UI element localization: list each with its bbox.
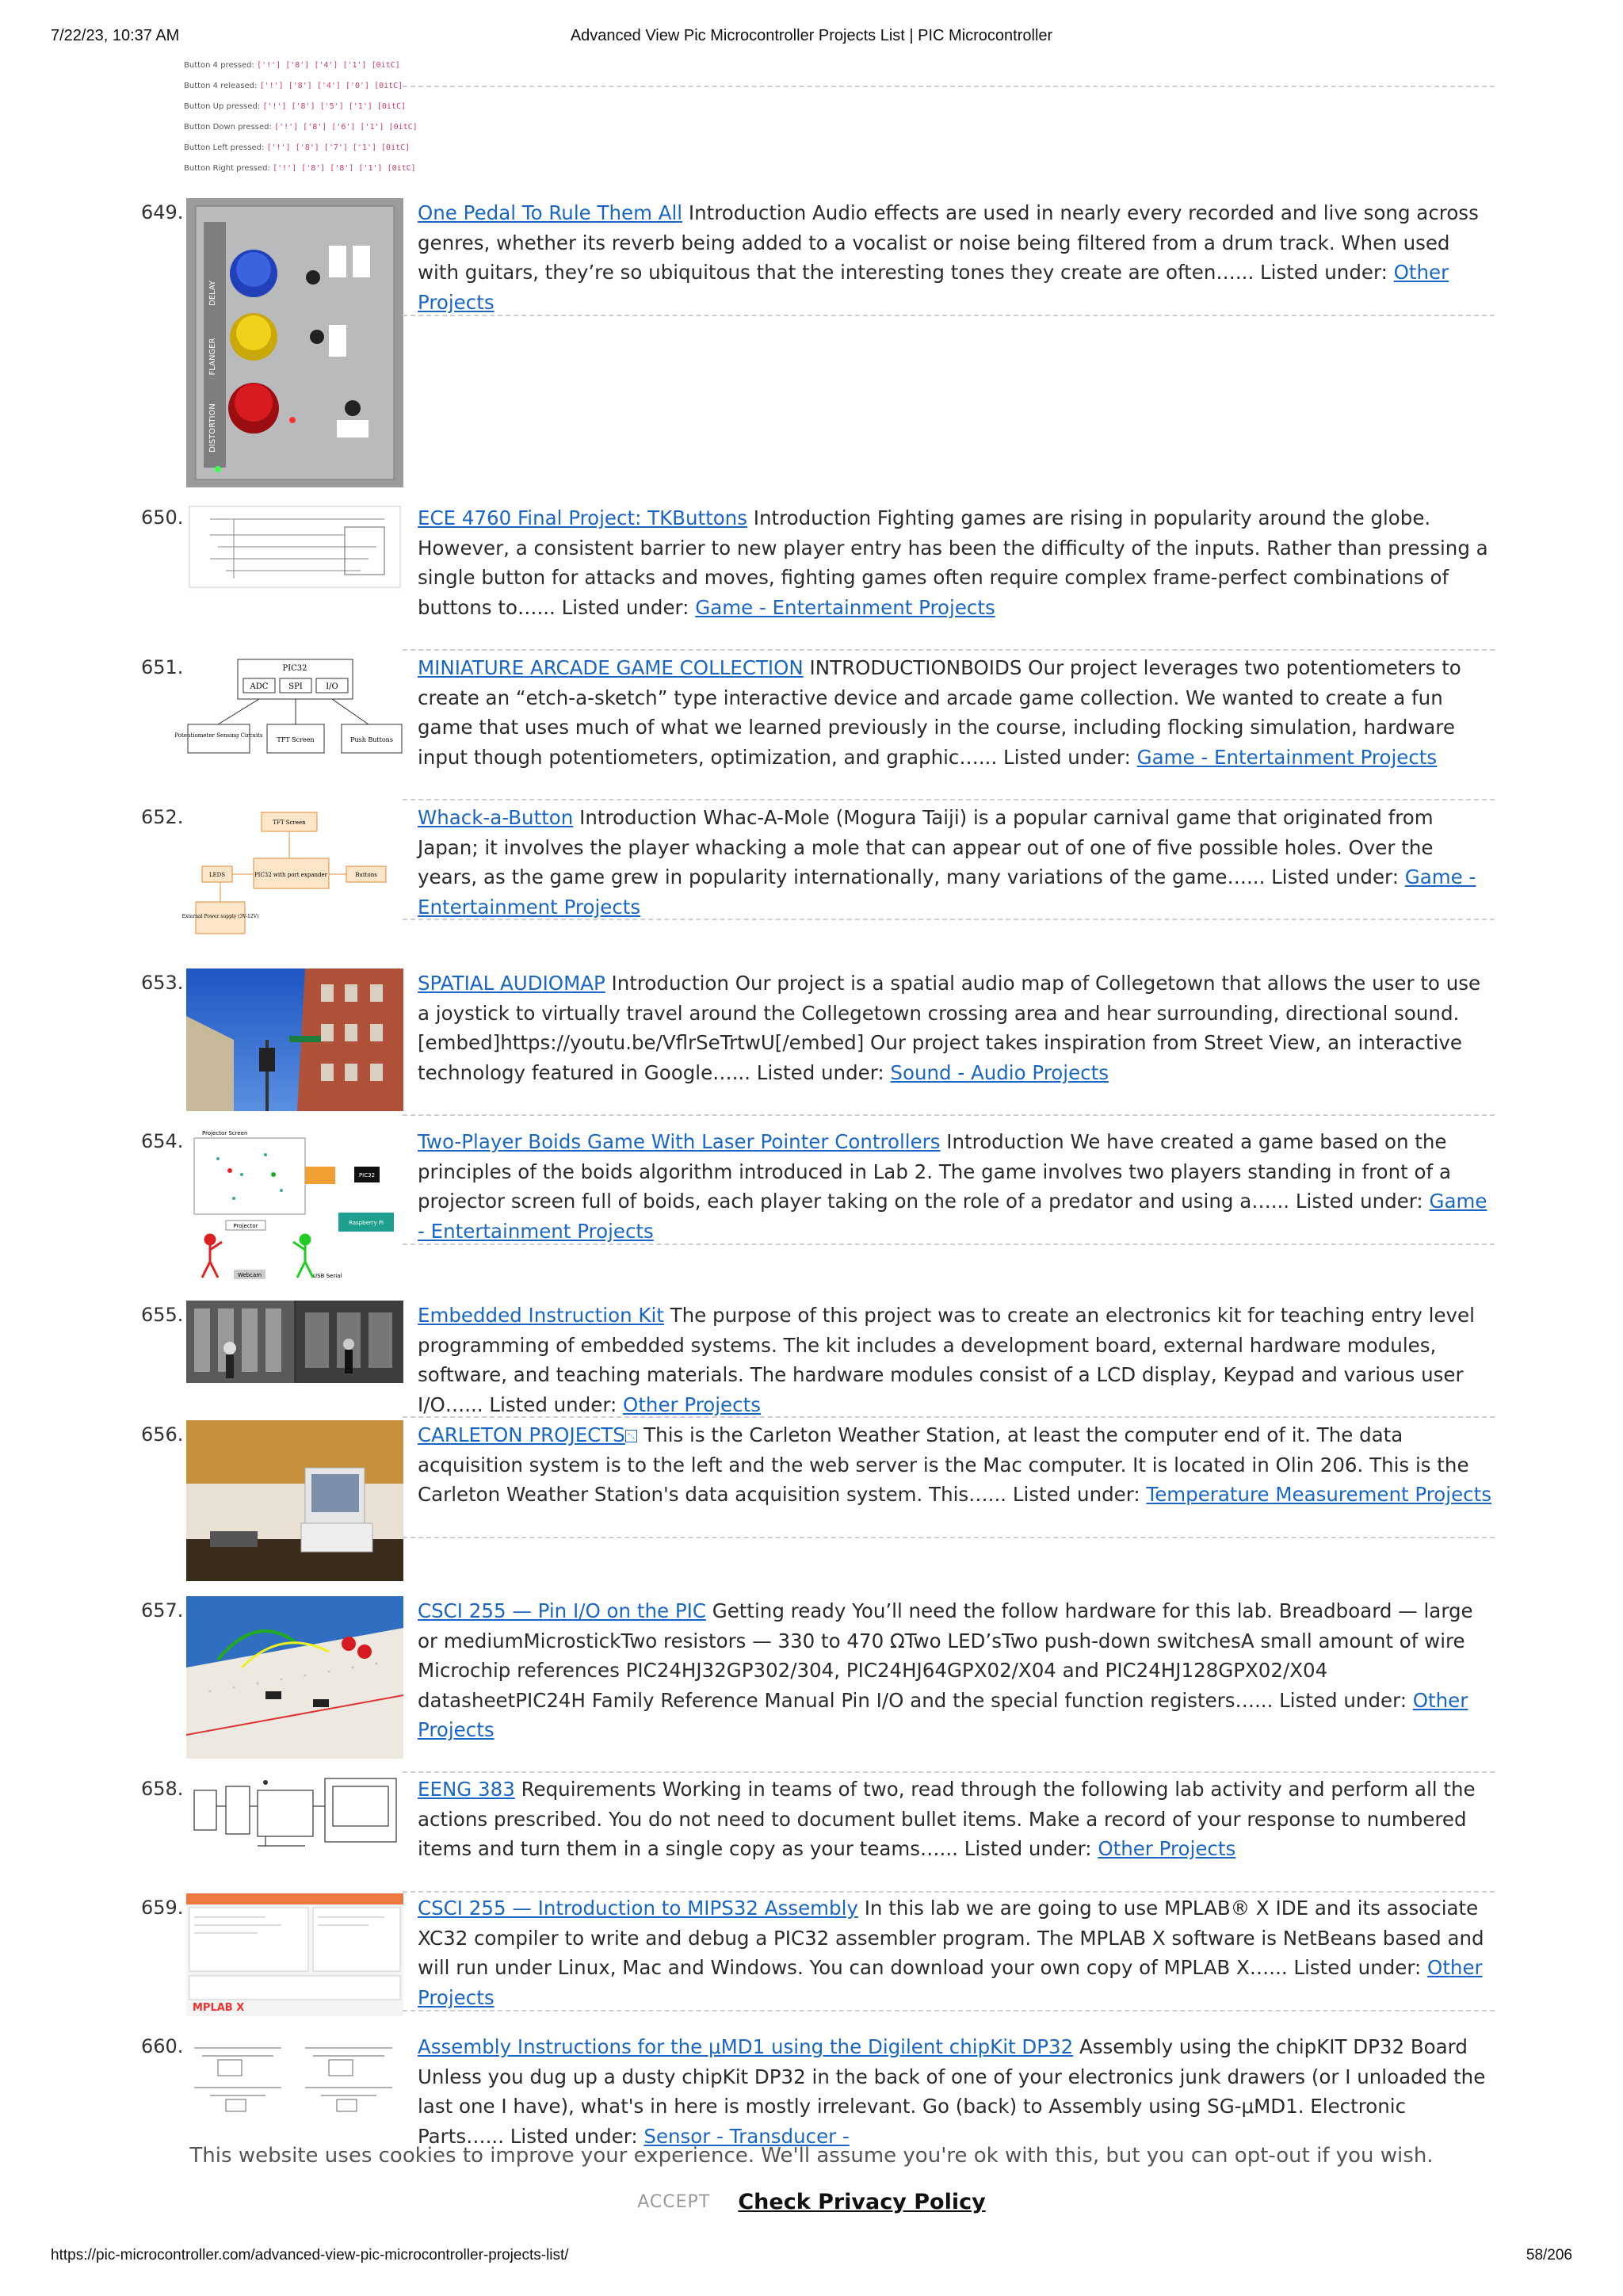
project-title-link[interactable]: EENG 383	[418, 1778, 515, 1801]
previous-entry-code-image	[184, 55, 418, 182]
item-number: 651.	[141, 656, 184, 678]
item-number: 659.	[141, 1897, 184, 1919]
code-line: Button 4 released: ['!'] ['8'] ['4'] ['0'] [0itC]	[184, 82, 403, 90]
project-title-link[interactable]: MINIATURE ARCADE GAME COLLECTION	[418, 656, 804, 679]
svg-text:USB Serial: USB Serial	[313, 1273, 342, 1279]
project-description: SPATIAL AUDIOMAP Introduction Our project is a spatial audio map of Collegetown that allows the user to use a joystick to virtually travel around the Collegetown crossing area and hear surrounding, directional sound. [embed]https://youtu.be/VflrSeTrtwU[/embed] Our project takes inspiration from Street View, an interactive technology featured in Google…... Listed under: Sound - Audio Projects	[418, 972, 1481, 1084]
category-link[interactable]: Other Projects	[418, 261, 1449, 314]
svg-text:PIC32 with port expander: PIC32 with port expander	[254, 872, 328, 878]
project-description: One Pedal To Rule Them All Introduction Audio effects are used in nearly every recorded and live song across genres, whether its reverb being added to a vocalist or noise being filtered from a drum track. When used with guitars, they’re so ubiquitous that the interesting tones they create are often…... Listed under: Other Projects	[418, 201, 1479, 314]
svg-text:TFT Screen: TFT Screen	[277, 736, 315, 743]
print-header	[51, 27, 1572, 49]
project-thumbnail[interactable]	[186, 1775, 403, 1854]
divider	[403, 1114, 1495, 1116]
svg-text:ADC: ADC	[250, 682, 269, 691]
item-number: 653.	[141, 972, 184, 994]
item-number: 649.	[141, 201, 184, 223]
item-number: 652.	[141, 806, 184, 828]
svg-text:I/O: I/O	[326, 682, 338, 691]
print-footer	[51, 2247, 1572, 2269]
svg-text:PIC32: PIC32	[358, 1172, 376, 1179]
category-link[interactable]: Other Projects	[623, 1392, 761, 1416]
divider	[403, 649, 1495, 651]
project-thumbnail[interactable]	[186, 1893, 403, 2016]
code-line: Button Left pressed: ['!'] ['8'] ['7'] ['1'] [0itC]	[184, 143, 411, 152]
item-number: 654.	[141, 1130, 184, 1152]
project-title-link[interactable]: Embedded Instruction Kit	[418, 1304, 664, 1327]
item-number: 655.	[141, 1304, 184, 1326]
svg-text:Raspberry Pi: Raspberry Pi	[349, 1220, 384, 1226]
code-line: Button Down pressed: ['!'] ['8'] ['6'] ['1'] [0itC]	[184, 123, 418, 132]
project-title-link[interactable]: CSCI 255 — Introduction to MIPS32 Assembly	[418, 1897, 858, 1920]
divider	[403, 1537, 1495, 1538]
privacy-policy-link[interactable]: Check Privacy Policy	[738, 2190, 986, 2214]
svg-text:TFT Screen: TFT Screen	[273, 819, 306, 826]
print-page-title: Advanced View Pic Microcontroller Projects List | PIC Microcontroller	[570, 27, 1053, 44]
svg-text:Webcam: Webcam	[237, 1272, 262, 1278]
code-line: Button Up pressed: ['!'] ['8'] ['5'] ['1'] [0itC]	[184, 102, 407, 111]
category-link[interactable]: Other Projects	[418, 1956, 1483, 2009]
accept-cookies-button[interactable]: ACCEPT	[637, 2192, 711, 2212]
category-link[interactable]: Other Projects	[1098, 1837, 1236, 1861]
project-title-link[interactable]: Two-Player Boids Game With Laser Pointer Controllers	[418, 1130, 941, 1153]
item-number: 657.	[141, 1599, 184, 1622]
project-title-link[interactable]: SPATIAL AUDIOMAP	[418, 972, 605, 995]
print-timestamp: 7/22/23, 10:37 AM	[51, 27, 180, 44]
cookie-message: This website uses cookies to improve your experience. We'll assume you're ok with this, but you can opt-out if you wish.	[189, 2144, 1434, 2168]
category-link[interactable]: Sound - Audio Projects	[890, 1060, 1109, 1084]
project-thumbnail[interactable]	[181, 803, 403, 942]
svg-text:FLANGER: FLANGER	[208, 338, 217, 376]
project-description: EENG 383 Requirements Working in teams of two, read through the following lab activity and perform all the actions prescribed. You do not need to document bullet items. Make a record of your response to numbered items and turn them in a single copy as your teams…... Listed under: Other Projects	[418, 1778, 1476, 1861]
project-description: MINIATURE ARCADE GAME COLLECTION INTRODUCTIONBOIDS Our project leverages two potentiometers to create an “etch-a-sketch” type interactive device and arcade game collection. We wanted to create a fun game that uses much of what we learned previously in the course, including flocking simulation, hardware input though potentiometers, optimization, and graphic…... Listed under: Game - Entertainment Projects	[418, 656, 1461, 769]
svg-text:Push Buttons: Push Buttons	[350, 736, 393, 743]
project-thumbnail[interactable]	[186, 198, 403, 487]
divider	[403, 1244, 1495, 1245]
project-description: ECE 4760 Final Project: TKButtons Introduction Fighting games are rising in popularity around the globe. However, a consistent barrier to new player entry has been the difficulty of the inputs. Rather than pressing a single button for attacks and moves, fighting games often require complex frame-perfect combinations of buttons to…... Listed under: Game - Entertainment Projects	[418, 506, 1488, 619]
divider	[403, 86, 1495, 87]
project-title-link[interactable]: CSCI 255 — Pin I/O on the PIC	[418, 1599, 706, 1622]
category-link[interactable]: Temperature Measurement Projects	[1146, 1483, 1491, 1507]
svg-text:DELAY: DELAY	[208, 281, 217, 306]
category-link[interactable]: Sensor - Transducer -	[643, 2124, 850, 2148]
divider	[403, 1891, 1495, 1893]
project-thumbnail[interactable]	[186, 1301, 403, 1383]
item-number: 660.	[141, 2035, 184, 2057]
category-link[interactable]: Other Projects	[418, 1688, 1468, 1742]
project-thumbnail[interactable]	[186, 1420, 403, 1581]
project-title-link[interactable]: Assembly Instructions for the μMD1 using the Digilent chipKit DP32	[418, 2035, 1074, 2058]
project-title-link[interactable]: Whack-a-Button	[418, 806, 574, 829]
project-thumbnail[interactable]	[186, 968, 403, 1111]
category-link[interactable]: Game - Entertainment Projects	[1136, 745, 1438, 769]
project-description: CSCI 255 — Pin I/O on the PIC Getting ready You’ll need the follow hardware for this lab. Breadboard — large or mediumMicrostickTwo resistors — 330 to 470 ΩTwo LED’sTwo push-down switchesA small amount of wire Microchip references PIC24HJ32GP302/304, PIC24HJ64GPX02/X04 and PIC24HJ128GPX02/X04 datasheetPIC24H Family Reference Manual Pin I/O and the special function registers…... Listed under: Other Projects	[418, 1599, 1473, 1742]
divider	[403, 799, 1495, 800]
project-thumbnail[interactable]	[186, 2032, 403, 2121]
code-line: Button Right pressed: ['!'] ['8'] ['8'] ['1'] [0itC]	[184, 164, 416, 173]
code-line: Button 4 pressed: ['!'] ['8'] ['4'] ['1'] [0itC]	[184, 61, 400, 70]
project-thumbnail[interactable]	[186, 503, 403, 590]
svg-text:Buttons: Buttons	[355, 872, 377, 878]
project-description: CSCI 255 — Introduction to MIPS32 Assembly In this lab we are going to use MPLAB® X IDE and its associate XC32 compiler to write and debug a PIC32 assembler program. The MPLAB X software is NetBeans based and will run under Linux, Mac and Windows. You can download your own copy of MPLAB X…... Listed under: Other Projects	[418, 1897, 1484, 2009]
project-description: CARLETON PROJECTS ␂ This is the Carleton Weather Station, at least the computer end of it. The data acquisition system is to the left and the web server is the Mac computer. It is located in Olin 206. This is the Carleton Weather Station's data acquisition system. This…... Listed under: Temperature Measurement Projects	[418, 1423, 1491, 1507]
svg-text:SPI: SPI	[288, 682, 303, 691]
project-title-link[interactable]: One Pedal To Rule Them All	[418, 201, 683, 224]
project-description: Embedded Instruction Kit The purpose of this project was to create an electronics kit for teaching entry level programming of embedded systems. The kit includes a development board, external hardware modules, software, and teaching materials. The hardware modules consist of a LCD display, Keypad and various user I/O…... Listed under: Other Projects	[418, 1304, 1475, 1416]
item-number: 656.	[141, 1423, 184, 1446]
category-link[interactable]: Game - Entertainment Projects	[695, 595, 995, 619]
svg-text:External Power supply (3V-12V): External Power supply (3V-12V)	[181, 914, 259, 919]
category-link[interactable]: Game - Entertainment Projects	[418, 865, 1476, 919]
cookie-actions	[0, 2190, 1623, 2214]
svg-text:MPLAB X: MPLAB X	[193, 2002, 245, 2014]
divider	[403, 919, 1495, 920]
divider	[403, 315, 1495, 316]
print-page-number: 58/206	[1526, 2247, 1572, 2264]
project-description: Whack-a-Button Introduction Whac-A-Mole (Mogura Taiji) is a popular carnival game that originated from Japan; it involves the player whacking a mole that can appear out of one of five possible holes. Over the years, as the game grew in popularity internationally, many variations of the game…... Listed under: Game - Entertainment Projects	[418, 806, 1476, 919]
svg-text:LEDS: LEDS	[208, 872, 226, 878]
item-number: 650.	[141, 506, 184, 529]
print-url: https://pic-microcontroller.com/advanced-view-pic-microcontroller-projects-list/	[51, 2247, 569, 2264]
divider	[403, 2010, 1495, 2011]
project-thumbnail[interactable]	[174, 653, 403, 764]
project-title-link[interactable]: CARLETON PROJECTS ␂	[418, 1423, 637, 1446]
project-description: Assembly Instructions for the μMD1 using the Digilent chipKit DP32 Assembly using the chipKIT DP32 Board Unless you dug up a dusty chipKit DP32 in the back of one of your electronics junk drawers (or I unloaded the last one I have), what's in here is mostly irrelevant. Go (back) to Assembly using SG-μMD1. Electronic Parts…... Listed under: Sensor - Transducer -	[418, 2035, 1486, 2148]
divider	[403, 1416, 1495, 1418]
item-number: 658.	[141, 1778, 184, 1800]
project-thumbnail[interactable]	[186, 1596, 403, 1759]
project-description: Two-Player Boids Game With Laser Pointer Controllers Introduction We have created a game based on the principles of the boids algorithm introduced in Lab 2. The game involves two players standing in front of a projector screen full of boids, each player taking on the role of a predator and using a…... Listed under: Game - Entertainment Projects	[418, 1130, 1487, 1243]
project-thumbnail[interactable]	[186, 1127, 403, 1284]
svg-text:Projector Screen: Projector Screen	[202, 1130, 248, 1137]
svg-text:DISTORTION: DISTORTION	[208, 403, 217, 453]
svg-text:Projector: Projector	[233, 1223, 258, 1229]
divider	[403, 1771, 1495, 1773]
svg-text:PIC32: PIC32	[282, 664, 307, 673]
svg-text:Potentiometer Sensing Circuits: Potentiometer Sensing Circuits	[174, 732, 263, 739]
project-title-link[interactable]: ECE 4760 Final Project: TKButtons	[418, 506, 747, 529]
category-link[interactable]: Game - Entertainment Projects	[418, 1190, 1487, 1243]
